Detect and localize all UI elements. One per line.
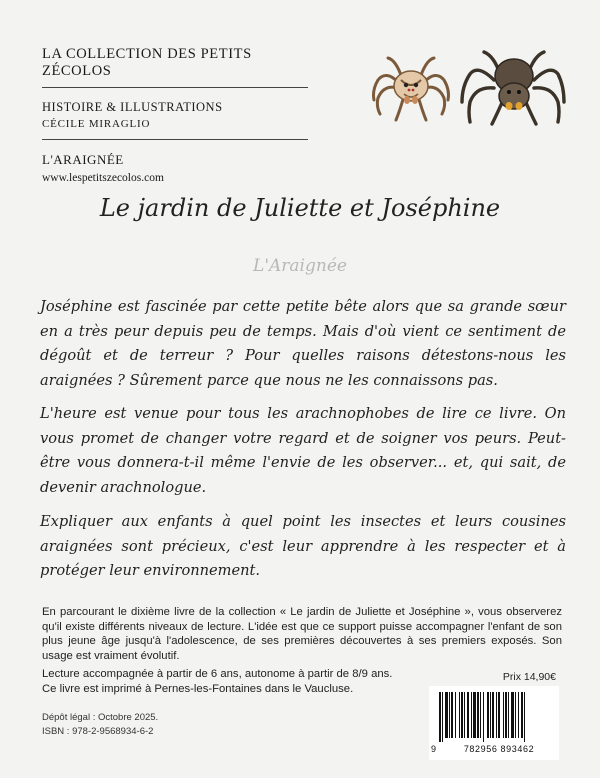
reading-age: Lecture accompagnée à partir de 6 ans, autonome à partir de 8/9 ans. (42, 668, 393, 680)
barcode-bar (518, 692, 519, 738)
barcode-bar (511, 692, 514, 738)
spider-illustration (366, 40, 566, 130)
cursive-paragraph-1: Joséphine est fascinée par cette petite bête alors que sa grande sœur en a très peur depuis peu de temps. Mais d'où vient ce sentiment de dégoût et de terreur ? Pour quelles raisons détestons-nous les araignées ? Sûrement parce que nous ne les connaissons pas. (40, 298, 566, 389)
website-link[interactable]: www.lespetitszecolos.com (42, 172, 164, 184)
barcode-first-digit: 9 (431, 744, 437, 754)
barcode-bar (451, 692, 453, 738)
barcode-bar (496, 692, 497, 738)
collection-name: LA COLLECTION DES PETITS ZÉCOLOS (42, 46, 308, 88)
barcode-panel (429, 686, 559, 760)
barcode-bar (480, 692, 481, 738)
barcode-bar (492, 692, 494, 738)
legal-info (42, 711, 158, 738)
barcode-bar (467, 692, 469, 738)
barcode-bar (459, 692, 460, 738)
barcode-bar (442, 692, 443, 742)
author-block (42, 100, 308, 140)
reading-info (42, 667, 482, 696)
barcode-bar (524, 692, 525, 742)
barcode-bar (487, 692, 489, 738)
barcode-bar (498, 692, 500, 738)
price-label: Prix 14,90€ (502, 671, 556, 683)
book-name: L'ARAIGNÉE (42, 152, 124, 167)
book-subtitle: L'Araignée (253, 256, 347, 276)
barcode-bar (439, 692, 441, 742)
barcode-bar (521, 692, 523, 738)
description-text (42, 605, 562, 663)
barcode-bar (445, 692, 448, 738)
barcode-bar (471, 692, 472, 738)
barcode-bar (503, 692, 504, 738)
barcode-bar (477, 692, 479, 738)
printing-info: Ce livre est imprimé à Pernes-les-Fontaines dans le Vaucluse. (42, 682, 354, 695)
credit-label: HISTOIRE & ILLUSTRATIONS (42, 100, 223, 114)
description-paragraph: En parcourant le dixième livre de la collection « Le jardin de Juliette et Joséphine », vous observerez qu'il existe différents niveaux de lecture. L'idée est que ce support puisse accompagner l'enfant de son plus jeune âge jusqu'à l'adolescence, de ses premières découvertes à ses premiers exposés. Son usage est vraiment évolutif. (42, 606, 562, 662)
header-block (42, 46, 342, 184)
book-title: Le jardin de Juliette et Joséphine (99, 194, 501, 222)
barcode-bar (483, 692, 484, 742)
barcode-bar (505, 692, 507, 738)
isbn-number: ISBN : 978-2-9568934-6-2 (42, 725, 154, 737)
barcode-bar (515, 692, 516, 738)
legal-deposit: Dépôt légal : Octobre 2025. (42, 712, 159, 723)
author-name: CÉCILE MIRAGLIO (42, 118, 151, 130)
barcode-bar (449, 692, 450, 738)
barcode (439, 692, 551, 742)
barcode-bar (461, 692, 463, 738)
barcode-bar (464, 692, 465, 738)
barcode-bar (508, 692, 509, 738)
barcode-digits: 782956 893462 (463, 744, 535, 754)
barcode-bar (455, 692, 456, 738)
cursive-paragraph-2: L'heure est venue pour tous les arachnophobes de lire ce livre. On vous promet de changer votre regard et de soigner vos peurs. Peut-être vous donnera-t-il même l'envie de les observer... et, qui sait, de devenir arachnologue. (40, 405, 566, 496)
barcode-bar (490, 692, 491, 738)
cursive-paragraph-3: Expliquer aux enfants à quel point les insectes et leurs cousines araignées sont précieux, c'est leur apprendre à les respecter et à protéger leur environnement. (40, 513, 566, 579)
barcode-bar (473, 692, 476, 738)
